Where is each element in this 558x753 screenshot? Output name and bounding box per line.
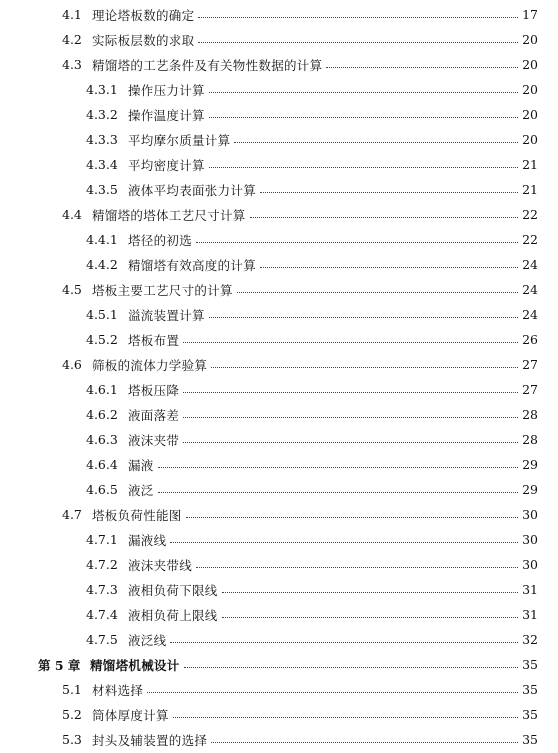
toc-entry-number: 5.1 bbox=[62, 682, 82, 697]
toc-entry-title: 精馏塔的工艺条件及有关物性数据的计算 bbox=[92, 57, 323, 73]
toc-entry-page: 35 bbox=[522, 732, 538, 747]
toc-entry-page: 28 bbox=[522, 432, 538, 447]
dot-leader bbox=[158, 492, 518, 493]
toc-entry-number: 4.5.2 bbox=[86, 332, 118, 347]
toc-entry-number: 第 5 章 bbox=[38, 657, 81, 673]
toc-entry-page: 28 bbox=[522, 407, 538, 422]
toc-entry-page: 35 bbox=[522, 682, 538, 697]
toc-entry[interactable] bbox=[0, 77, 558, 102]
toc-entry-number: 4.7 bbox=[62, 507, 82, 522]
toc-entry-title: 操作压力计算 bbox=[128, 82, 205, 98]
toc-entry-number: 4.3.5 bbox=[86, 182, 118, 197]
toc-entry-title: 操作温度计算 bbox=[128, 107, 205, 123]
toc-entry-number: 4.6.2 bbox=[86, 407, 118, 422]
toc-entry[interactable] bbox=[0, 727, 558, 752]
toc-entry[interactable] bbox=[0, 377, 558, 402]
dot-leader bbox=[198, 17, 518, 18]
toc-entry[interactable] bbox=[0, 177, 558, 202]
toc-entry-number: 4.7.2 bbox=[86, 557, 118, 572]
toc-entry[interactable] bbox=[0, 477, 558, 502]
toc-entry-title: 材料选择 bbox=[92, 682, 144, 698]
toc-entry-page: 20 bbox=[522, 132, 538, 147]
toc-entry-title: 实际板层数的求取 bbox=[92, 32, 195, 48]
toc-entry-page: 17 bbox=[522, 7, 538, 22]
toc-entry-number: 4.5.1 bbox=[86, 307, 118, 322]
dot-leader bbox=[183, 442, 518, 443]
toc-entry[interactable] bbox=[0, 202, 558, 227]
toc-entry-page: 21 bbox=[522, 157, 538, 172]
toc-entry[interactable] bbox=[0, 27, 558, 52]
dot-leader bbox=[211, 367, 518, 368]
toc-entry-title: 平均摩尔质量计算 bbox=[128, 132, 231, 148]
toc-entry[interactable] bbox=[0, 702, 558, 727]
toc-entry-title: 封头及辅装置的选择 bbox=[92, 732, 208, 748]
dot-leader bbox=[186, 517, 518, 518]
toc-entry[interactable] bbox=[0, 302, 558, 327]
toc-entry-title: 漏液 bbox=[128, 457, 154, 473]
toc-entry-page: 31 bbox=[522, 607, 538, 622]
toc-entry-page: 26 bbox=[522, 332, 538, 347]
toc-entry[interactable] bbox=[0, 102, 558, 127]
toc-entry-page: 22 bbox=[522, 207, 538, 222]
dot-leader bbox=[222, 617, 518, 618]
toc-entry-page: 35 bbox=[522, 707, 538, 722]
dot-leader bbox=[209, 317, 518, 318]
toc-entry-page: 29 bbox=[522, 482, 538, 497]
toc-entry[interactable] bbox=[0, 327, 558, 352]
toc-entry-title: 筛板的流体力学验算 bbox=[92, 357, 208, 373]
toc-entry-title: 塔径的初选 bbox=[128, 232, 193, 248]
toc-entry-title: 塔板主要工艺尺寸的计算 bbox=[92, 282, 233, 298]
dot-leader bbox=[198, 42, 518, 43]
dot-leader bbox=[260, 192, 518, 193]
toc-entry-number: 5.2 bbox=[62, 707, 82, 722]
dot-leader bbox=[211, 742, 518, 743]
toc-entry[interactable] bbox=[0, 502, 558, 527]
toc-entry[interactable] bbox=[0, 677, 558, 702]
dot-leader bbox=[326, 67, 518, 68]
dot-leader bbox=[184, 667, 518, 668]
toc-entry-title: 液面落差 bbox=[128, 407, 180, 423]
toc-entry-number: 4.6.4 bbox=[86, 457, 118, 472]
toc-entry-page: 27 bbox=[522, 382, 538, 397]
toc-entry[interactable] bbox=[0, 2, 558, 27]
toc-entry-page: 30 bbox=[522, 557, 538, 572]
toc-entry-number: 4.6 bbox=[62, 357, 82, 372]
dot-leader bbox=[173, 717, 518, 718]
dot-leader bbox=[158, 467, 518, 468]
dot-leader bbox=[234, 142, 518, 143]
toc-entry-page: 27 bbox=[522, 357, 538, 372]
toc-entry-page: 20 bbox=[522, 32, 538, 47]
toc-entry[interactable] bbox=[0, 552, 558, 577]
toc-entry-page: 24 bbox=[522, 257, 538, 272]
toc-entry-page: 29 bbox=[522, 457, 538, 472]
dot-leader bbox=[260, 267, 518, 268]
toc-entry[interactable] bbox=[0, 402, 558, 427]
toc-entry-number: 4.6.3 bbox=[86, 432, 118, 447]
toc-entry-number: 4.6.5 bbox=[86, 482, 118, 497]
toc-entry[interactable] bbox=[0, 252, 558, 277]
toc-entry-title: 塔板布置 bbox=[128, 332, 180, 348]
dot-leader bbox=[147, 692, 518, 693]
toc-entry[interactable] bbox=[0, 627, 558, 652]
toc-entry-number: 4.3.1 bbox=[86, 82, 118, 97]
toc-entry-title: 漏液线 bbox=[128, 532, 167, 548]
toc-entry-page: 22 bbox=[522, 232, 538, 247]
toc-entry-number: 4.3.4 bbox=[86, 157, 118, 172]
toc-entry[interactable] bbox=[0, 527, 558, 552]
toc-entry-title: 塔板压降 bbox=[128, 382, 180, 398]
toc-entry-number: 5.3 bbox=[62, 732, 82, 747]
dot-leader bbox=[183, 417, 518, 418]
toc-entry[interactable] bbox=[0, 427, 558, 452]
toc-entry-number: 4.3.2 bbox=[86, 107, 118, 122]
toc-entry-page: 21 bbox=[522, 182, 538, 197]
toc-entry-title: 精馏塔的塔体工艺尺寸计算 bbox=[92, 207, 246, 223]
dot-leader bbox=[209, 117, 518, 118]
toc-entry-title: 液体平均表面张力计算 bbox=[128, 182, 257, 198]
toc-entry-title: 液沫夹带 bbox=[128, 432, 180, 448]
toc-entry-title: 液相负荷上限线 bbox=[128, 607, 218, 623]
toc-entry[interactable] bbox=[0, 652, 558, 677]
toc-entry[interactable] bbox=[0, 452, 558, 477]
toc-entry-page: 20 bbox=[522, 107, 538, 122]
toc-entry-page: 20 bbox=[522, 82, 538, 97]
toc-entry-page: 35 bbox=[522, 657, 538, 672]
toc-entry[interactable] bbox=[0, 352, 558, 377]
dot-leader bbox=[250, 217, 518, 218]
toc-entry-number: 4.4.1 bbox=[86, 232, 118, 247]
toc-entry-title: 精馏塔机械设计 bbox=[90, 657, 180, 673]
table-of-contents bbox=[0, 2, 558, 752]
dot-leader bbox=[170, 642, 518, 643]
toc-entry-title: 液泛线 bbox=[128, 632, 167, 648]
toc-entry-page: 24 bbox=[522, 282, 538, 297]
dot-leader bbox=[209, 92, 518, 93]
toc-entry[interactable] bbox=[0, 602, 558, 627]
toc-entry-title: 液相负荷下限线 bbox=[128, 582, 218, 598]
dot-leader bbox=[209, 167, 518, 168]
toc-entry-number: 4.5 bbox=[62, 282, 82, 297]
toc-entry-number: 4.7.5 bbox=[86, 632, 118, 647]
toc-entry[interactable] bbox=[0, 127, 558, 152]
toc-entry-page: 20 bbox=[522, 57, 538, 72]
toc-entry-title: 溢流装置计算 bbox=[128, 307, 205, 323]
toc-entry-page: 31 bbox=[522, 582, 538, 597]
toc-entry[interactable] bbox=[0, 577, 558, 602]
toc-entry-title: 精馏塔有效高度的计算 bbox=[128, 257, 257, 273]
toc-entry-page: 32 bbox=[522, 632, 538, 647]
toc-entry-page: 24 bbox=[522, 307, 538, 322]
toc-entry-number: 4.4.2 bbox=[86, 257, 118, 272]
toc-entry[interactable] bbox=[0, 227, 558, 252]
toc-entry[interactable] bbox=[0, 52, 558, 77]
toc-entry-title: 塔板负荷性能图 bbox=[92, 507, 182, 523]
toc-entry-title: 平均密度计算 bbox=[128, 157, 205, 173]
toc-entry-title: 筒体厚度计算 bbox=[92, 707, 169, 723]
toc-entry[interactable] bbox=[0, 277, 558, 302]
toc-entry[interactable] bbox=[0, 152, 558, 177]
dot-leader bbox=[196, 242, 518, 243]
toc-entry-number: 4.6.1 bbox=[86, 382, 118, 397]
toc-entry-number: 4.3 bbox=[62, 57, 82, 72]
dot-leader bbox=[196, 567, 518, 568]
dot-leader bbox=[170, 542, 518, 543]
toc-entry-number: 4.4 bbox=[62, 207, 82, 222]
toc-entry-title: 液沫夹带线 bbox=[128, 557, 193, 573]
dot-leader bbox=[183, 392, 518, 393]
toc-entry-number: 4.1 bbox=[62, 7, 82, 22]
toc-entry-number: 4.2 bbox=[62, 32, 82, 47]
toc-entry-title: 理论塔板数的确定 bbox=[92, 7, 195, 23]
toc-entry-number: 4.7.3 bbox=[86, 582, 118, 597]
toc-entry-number: 4.7.4 bbox=[86, 607, 118, 622]
toc-entry-page: 30 bbox=[522, 532, 538, 547]
toc-entry-number: 4.7.1 bbox=[86, 532, 118, 547]
dot-leader bbox=[237, 292, 518, 293]
dot-leader bbox=[183, 342, 518, 343]
toc-entry-page: 30 bbox=[522, 507, 538, 522]
toc-entry-number: 4.3.3 bbox=[86, 132, 118, 147]
dot-leader bbox=[222, 592, 518, 593]
toc-entry-title: 液泛 bbox=[128, 482, 154, 498]
